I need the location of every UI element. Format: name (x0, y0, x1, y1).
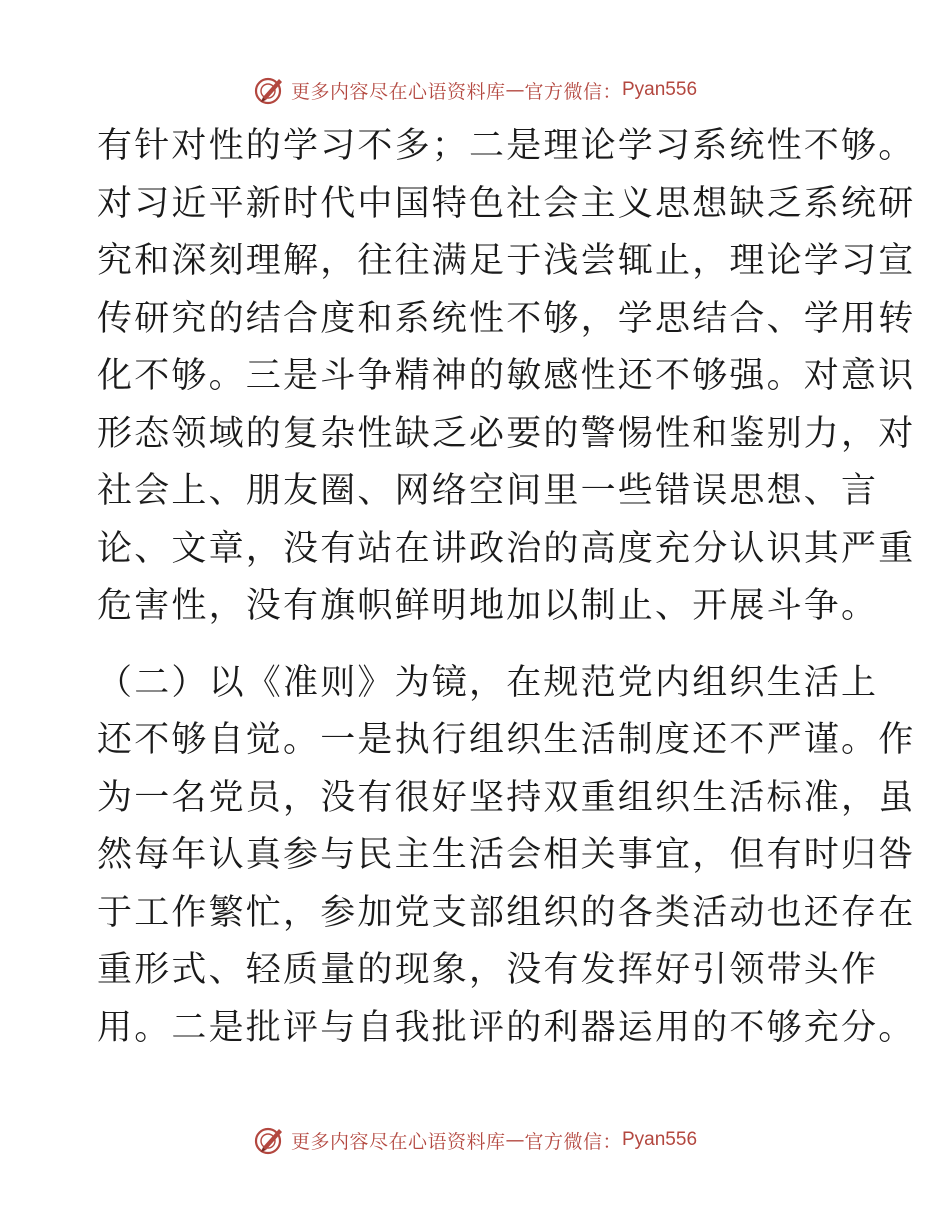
text-line: 形态领域的复杂性缺乏必要的警惕性和鉴别力，对 (97, 413, 916, 454)
text-line: 还不够自觉。一是执行组织生活制度还不严谨。作 (97, 720, 916, 760)
pen-logo-icon (253, 74, 285, 106)
text-line: 传研究的结合度和系统性不够，学思结合、学用转 (97, 298, 916, 339)
paragraph-2 (97, 655, 916, 1058)
banner-wechat-label: 官方微信： (524, 1130, 622, 1153)
banner-separator: — (505, 1129, 525, 1151)
text-line: 然每年认真参与民主生活会相关事宜，但有时归咎 (97, 835, 916, 875)
banner-text: 更多内容尽在心语资料库 (290, 80, 506, 103)
paragraph-1 (97, 118, 916, 636)
banner-wechat-label: 官方微信： (524, 80, 622, 103)
banner-wechat-id: Pyan556 (622, 1129, 698, 1150)
text-line: 为一名党员，没有很好坚持双重组织生活标准，虽 (97, 777, 916, 818)
text-line: 化不够。三是斗争精神的敏感性还不够强。对意识 (97, 356, 916, 396)
text-line: 有针对性的学习不多；二是理论学习系统性不够。 (97, 126, 916, 166)
banner-separator: — (505, 79, 525, 101)
text-line: 用。二是批评与自我批评的利器运用的不够充分。 (97, 1007, 916, 1048)
text-line: 对习近平新时代中国特色社会主义思想缺乏系统研 (97, 183, 916, 224)
text-line: 论、文章，没有站在讲政治的高度充分认识其严重 (97, 528, 916, 569)
text-line: 究和深刻理解，往往满足于浅尝辄止，理论学习宣 (97, 241, 916, 281)
text-line: 于工作繁忙，参加党支部组织的各类活动也还存在 (97, 892, 916, 933)
banner-text: 更多内容尽在心语资料库 (290, 1130, 506, 1153)
text-line: （二）以《准则》为镜，在规范党内组织生活上 (97, 662, 879, 703)
footer-banner (0, 1120, 950, 1160)
banner-wechat-id: Pyan556 (622, 79, 698, 100)
text-line: 社会上、朋友圈、网络空间里一些错误思想、言 (97, 471, 879, 511)
text-line: 重形式、轻质量的现象，没有发挥好引领带头作 (97, 950, 879, 990)
pen-logo-icon (253, 1124, 285, 1156)
document-body (97, 118, 916, 1057)
header-banner (0, 70, 950, 110)
text-line: 危害性，没有旗帜鲜明地加以制止、开展斗争。 (97, 586, 879, 626)
